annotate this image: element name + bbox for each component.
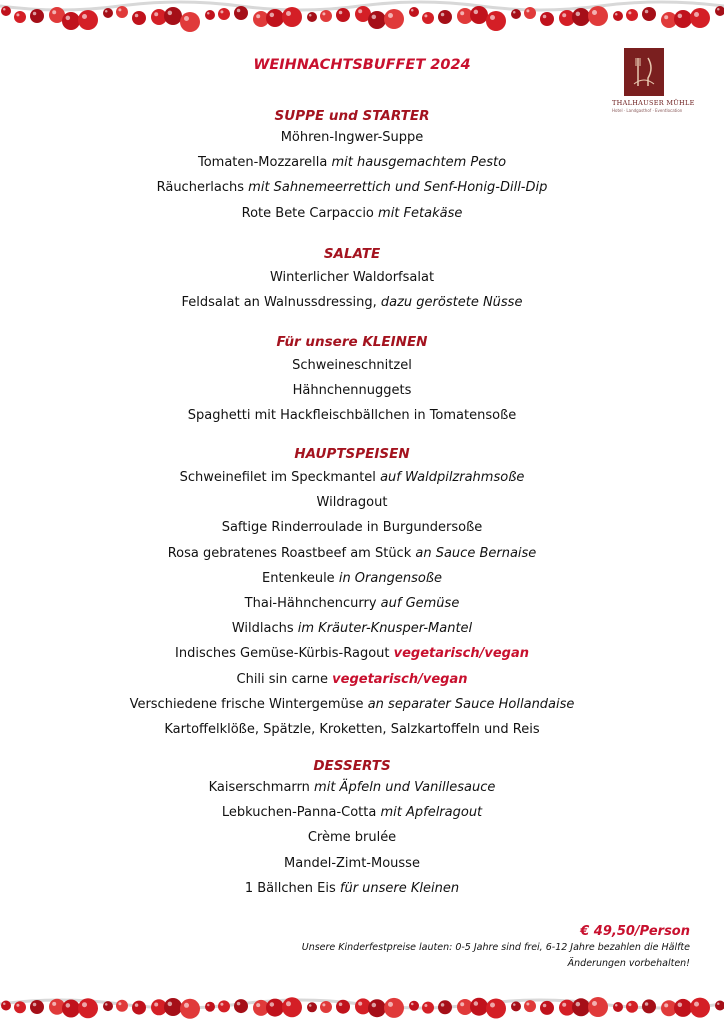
menu-item bbox=[100, 130, 604, 145]
bauble-ornament bbox=[572, 8, 590, 26]
dish-name: Möhren-Ingwer-Suppe bbox=[280, 130, 424, 145]
bauble-ornament bbox=[486, 999, 506, 1019]
dish-name: Feldsalat an Walnussdressing, bbox=[181, 295, 377, 311]
bauble-highlight bbox=[411, 1003, 414, 1006]
menu-item bbox=[100, 546, 604, 561]
bauble-highlight bbox=[526, 9, 529, 12]
bauble-highlight bbox=[543, 1004, 547, 1008]
menu-item bbox=[100, 383, 604, 398]
menu-item bbox=[100, 780, 604, 795]
menu-item bbox=[100, 495, 604, 510]
menu-item bbox=[100, 295, 604, 310]
bauble-highlight bbox=[309, 14, 312, 17]
menu-item bbox=[100, 596, 604, 611]
bauble-highlight bbox=[154, 12, 158, 16]
bauble-highlight bbox=[694, 12, 699, 17]
vegetarian-badge: vegetarisch/vegan bbox=[332, 671, 468, 687]
bauble-ornament bbox=[266, 999, 284, 1017]
dish-accompaniment: auf Gemüse bbox=[380, 596, 460, 611]
dish-name: Verschiedene frische Wintergemüse bbox=[129, 696, 364, 712]
dish-name: Schweinefilet im Speckmantel bbox=[179, 470, 376, 485]
christmas-garland-top bbox=[0, 0, 724, 44]
logo-name: THALHAUSER MÜHLE bbox=[612, 99, 695, 107]
bauble-ornament bbox=[613, 1002, 623, 1012]
bauble-highlight bbox=[664, 15, 668, 19]
bauble-ornament bbox=[588, 997, 608, 1017]
bauble-highlight bbox=[82, 1002, 87, 1007]
menu-item bbox=[100, 358, 604, 373]
bauble-highlight bbox=[664, 1003, 668, 1007]
bauble-ornament bbox=[14, 1001, 26, 1013]
dish-name: Mandel-Zimt-Mousse bbox=[284, 855, 420, 871]
bauble-highlight bbox=[33, 12, 37, 16]
bauble-ornament bbox=[78, 998, 98, 1018]
bauble-ornament bbox=[336, 8, 350, 22]
bauble-highlight bbox=[592, 1001, 597, 1006]
bauble-highlight bbox=[628, 1003, 631, 1006]
bauble-ornament bbox=[132, 11, 146, 25]
bauble-ornament bbox=[180, 12, 200, 32]
bauble-ornament bbox=[384, 998, 404, 1018]
bauble-ornament bbox=[205, 1002, 215, 1012]
bauble-highlight bbox=[592, 10, 597, 15]
bauble-highlight bbox=[460, 11, 464, 15]
section-heading: DESSERTS bbox=[313, 758, 391, 774]
bauble-highlight bbox=[256, 1003, 260, 1007]
dish-accompaniment: im Kräuter-Knusper-Mantel bbox=[297, 621, 473, 637]
bauble-highlight bbox=[717, 8, 720, 11]
bauble-highlight bbox=[562, 13, 566, 17]
bauble-ornament bbox=[307, 12, 317, 22]
bauble-ornament bbox=[320, 1001, 332, 1013]
bauble-ornament bbox=[540, 12, 554, 26]
bauble-highlight bbox=[3, 8, 6, 11]
menu-item bbox=[100, 805, 604, 820]
bauble-highlight bbox=[135, 1003, 139, 1007]
bauble-highlight bbox=[154, 1003, 158, 1007]
bauble-ornament bbox=[511, 9, 521, 19]
bauble-ornament bbox=[266, 9, 284, 27]
page-title: WEIHNACHTSBUFFET 2024 bbox=[253, 57, 471, 73]
bauble-highlight bbox=[460, 1002, 464, 1006]
bauble-highlight bbox=[184, 16, 189, 21]
bauble-ornament bbox=[234, 6, 248, 20]
bauble-highlight bbox=[52, 10, 56, 14]
bauble-highlight bbox=[16, 1004, 19, 1007]
bauble-ornament bbox=[613, 11, 623, 21]
bauble-ornament bbox=[486, 11, 506, 31]
dish-name: Tomaten-Mozzarella bbox=[197, 155, 328, 171]
bauble-highlight bbox=[220, 1003, 223, 1006]
bauble-highlight bbox=[237, 9, 241, 13]
menu-item bbox=[100, 206, 604, 221]
bauble-highlight bbox=[339, 1003, 343, 1007]
dish-name: Saftige Rinderroulade in Burgundersoße bbox=[221, 520, 483, 536]
bauble-ornament bbox=[409, 1001, 419, 1011]
bauble-highlight bbox=[526, 1003, 529, 1006]
menu-item bbox=[100, 697, 604, 712]
bauble-ornament bbox=[524, 7, 536, 19]
menu-item bbox=[100, 571, 604, 586]
bauble-ornament bbox=[642, 999, 656, 1013]
dish-name: Thai-Hähnchencurry bbox=[244, 596, 377, 611]
bauble-highlight bbox=[270, 1002, 275, 1007]
bauble-highlight bbox=[645, 1002, 649, 1006]
bauble-ornament bbox=[1, 6, 11, 16]
bauble-highlight bbox=[388, 1002, 393, 1007]
bauble-highlight bbox=[694, 1002, 699, 1007]
bauble-ornament bbox=[674, 10, 692, 28]
bauble-highlight bbox=[66, 1003, 71, 1008]
bauble-highlight bbox=[615, 1004, 618, 1007]
bauble-ornament bbox=[78, 10, 98, 30]
bauble-highlight bbox=[256, 14, 260, 18]
bauble-highlight bbox=[168, 11, 173, 16]
bauble-highlight bbox=[615, 13, 618, 16]
menu-item bbox=[100, 180, 604, 195]
bauble-ornament bbox=[626, 1001, 638, 1013]
bauble-ornament bbox=[422, 12, 434, 24]
bauble-ornament bbox=[234, 999, 248, 1013]
bauble-ornament bbox=[588, 6, 608, 26]
bauble-highlight bbox=[543, 15, 547, 19]
bauble-ornament bbox=[180, 999, 200, 1019]
bauble-highlight bbox=[628, 11, 631, 14]
bauble-highlight bbox=[286, 11, 291, 16]
bauble-highlight bbox=[576, 12, 581, 17]
bauble-highlight bbox=[424, 1004, 427, 1007]
bauble-highlight bbox=[490, 15, 495, 20]
thalhauser-muehle-logo bbox=[612, 48, 695, 113]
logo-subtitle: Hotel · Landgasthof · Eventlocation bbox=[612, 108, 683, 113]
bauble-ornament bbox=[626, 9, 638, 21]
menu-item bbox=[100, 672, 604, 687]
dish-name: Indisches Gemüse-Kürbis-Ragout bbox=[175, 646, 390, 662]
bauble-ornament bbox=[715, 1001, 724, 1011]
bauble-ornament bbox=[674, 999, 692, 1017]
bauble-ornament bbox=[690, 998, 710, 1018]
dish-accompaniment: dazu geröstete Nüsse bbox=[380, 295, 523, 311]
bauble-ornament bbox=[524, 1000, 536, 1012]
bauble-highlight bbox=[678, 14, 683, 19]
bauble-highlight bbox=[16, 13, 19, 16]
bauble-ornament bbox=[438, 1000, 452, 1014]
bauble-ornament bbox=[62, 12, 80, 30]
bauble-ornament bbox=[409, 7, 419, 17]
bauble-ornament bbox=[1, 1001, 11, 1011]
bauble-highlight bbox=[441, 1003, 445, 1007]
dish-name: Winterlicher Waldorfsalat bbox=[269, 270, 435, 285]
bauble-highlight bbox=[441, 13, 445, 16]
bauble-highlight bbox=[576, 1002, 581, 1007]
logo-emblem bbox=[624, 48, 664, 96]
bauble-ornament bbox=[320, 10, 332, 22]
menu-item bbox=[100, 881, 604, 896]
bauble-highlight bbox=[717, 1003, 720, 1006]
bauble-ornament bbox=[164, 998, 182, 1016]
bauble-highlight bbox=[388, 13, 393, 18]
bauble-highlight bbox=[358, 9, 362, 13]
bauble-highlight bbox=[372, 1003, 377, 1008]
bauble-ornament bbox=[438, 10, 452, 24]
menu-item bbox=[100, 856, 604, 871]
bauble-highlight bbox=[678, 1003, 683, 1008]
bauble-ornament bbox=[690, 8, 710, 28]
section-heading: SALATE bbox=[323, 246, 381, 262]
bauble-highlight bbox=[207, 1004, 210, 1007]
bauble-ornament bbox=[132, 1001, 146, 1015]
bauble-ornament bbox=[470, 998, 488, 1016]
menu-item bbox=[100, 470, 604, 485]
bauble-ornament bbox=[116, 1000, 128, 1012]
disclaimer: Änderungen vorbehalten! bbox=[567, 958, 690, 969]
dish-name: Rote Bete Carpaccio bbox=[241, 205, 374, 221]
bauble-highlight bbox=[309, 1004, 312, 1007]
bauble-ornament bbox=[164, 7, 182, 25]
dish-accompaniment: an Sauce Bernaise bbox=[415, 545, 537, 561]
menu-item bbox=[100, 155, 604, 170]
dish-name: Rosa gebratenes Roastbeef am Stück bbox=[167, 545, 412, 561]
vegetarian-badge: vegetarisch/vegan bbox=[393, 646, 529, 662]
bauble-highlight bbox=[490, 1003, 495, 1008]
bauble-highlight bbox=[513, 1003, 516, 1006]
bauble-highlight bbox=[52, 1002, 56, 1006]
dish-name: Räucherlachs bbox=[156, 180, 245, 196]
bauble-ornament bbox=[368, 11, 386, 29]
menu-item bbox=[100, 722, 604, 737]
dish-name: 1 Bällchen Eis bbox=[244, 880, 336, 896]
bauble-highlight bbox=[135, 14, 139, 17]
menu-item bbox=[100, 830, 604, 845]
bauble-ornament bbox=[30, 9, 44, 23]
section-heading: SUPPE und STARTER bbox=[274, 108, 430, 124]
dish-accompaniment: mit Äpfeln und Vanillesauce bbox=[314, 780, 496, 795]
bauble-ornament bbox=[642, 7, 656, 21]
bauble-ornament bbox=[368, 999, 386, 1017]
bauble-highlight bbox=[339, 11, 343, 15]
bauble-highlight bbox=[474, 1001, 479, 1006]
dish-name: Kaiserschmarrn bbox=[208, 780, 310, 795]
bauble-highlight bbox=[411, 9, 414, 12]
bauble-ornament bbox=[218, 8, 230, 20]
price: € 49,50/Person bbox=[580, 924, 690, 939]
bauble-ornament bbox=[336, 1000, 350, 1014]
menu-item bbox=[100, 646, 604, 661]
bauble-highlight bbox=[105, 10, 108, 13]
menu-item bbox=[100, 621, 604, 636]
menu-item bbox=[100, 408, 604, 423]
bauble-highlight bbox=[322, 12, 325, 15]
dish-accompaniment: für unsere Kleinen bbox=[339, 880, 460, 896]
bauble-ornament bbox=[511, 1001, 521, 1011]
bauble-highlight bbox=[474, 10, 479, 15]
dish-name: Kartoffelklöße, Spätzle, Kroketten, Salzkartoffeln und Reis bbox=[164, 722, 540, 737]
dish-name: Chili sin carne bbox=[236, 671, 329, 687]
dish-accompaniment: in Orangensoße bbox=[338, 570, 442, 586]
dish-accompaniment: an separater Sauce Hollandaise bbox=[367, 696, 575, 712]
bauble-ornament bbox=[282, 7, 302, 27]
bauble-highlight bbox=[220, 10, 223, 13]
bauble-highlight bbox=[372, 15, 377, 20]
bauble-highlight bbox=[286, 1001, 291, 1006]
bauble-ornament bbox=[30, 1000, 44, 1014]
bauble-highlight bbox=[118, 8, 121, 11]
dish-name: Wildragout bbox=[316, 495, 388, 511]
dish-accompaniment: mit Sahnemeerrettich und Senf-Honig-Dill-Dip bbox=[248, 180, 548, 196]
dish-name: Hähnchennuggets bbox=[292, 383, 412, 399]
dish-name: Entenkeule bbox=[261, 570, 335, 586]
bauble-ornament bbox=[218, 1000, 230, 1012]
bauble-ornament bbox=[62, 1000, 80, 1018]
bauble-ornament bbox=[103, 1001, 113, 1011]
dish-name: Wildlachs bbox=[231, 621, 294, 637]
menu-item bbox=[100, 270, 604, 285]
bauble-ornament bbox=[116, 6, 128, 18]
bauble-highlight bbox=[270, 13, 275, 18]
bauble-highlight bbox=[645, 10, 649, 14]
section-heading: HAUPTSPEISEN bbox=[294, 446, 410, 462]
dish-name: Spaghetti mit Hackfleischbällchen in Tomatensoße bbox=[187, 408, 517, 424]
bauble-highlight bbox=[513, 11, 516, 14]
bauble-ornament bbox=[103, 8, 113, 18]
bauble-highlight bbox=[358, 1002, 362, 1006]
bauble-highlight bbox=[33, 1003, 37, 1007]
bauble-highlight bbox=[207, 12, 210, 15]
bauble-highlight bbox=[66, 16, 71, 21]
bauble-highlight bbox=[562, 1003, 566, 1007]
menu-item bbox=[100, 520, 604, 535]
bauble-ornament bbox=[205, 10, 215, 20]
kids-price-note: Unsere Kinderfestpreise lauten: 0-5 Jahre sind frei, 6-12 Jahre bezahlen die Hälfte bbox=[301, 942, 690, 953]
bauble-highlight bbox=[237, 1002, 241, 1006]
bauble-highlight bbox=[184, 1003, 189, 1008]
bauble-ornament bbox=[540, 1001, 554, 1015]
dish-accompaniment: auf Waldpilzrahmsoße bbox=[380, 470, 525, 485]
bauble-highlight bbox=[3, 1003, 6, 1006]
dish-accompaniment: mit Apfelragout bbox=[380, 805, 483, 821]
dish-name: Schweineschnitzel bbox=[292, 358, 412, 373]
bauble-ornament bbox=[282, 997, 302, 1017]
bauble-highlight bbox=[168, 1002, 173, 1007]
bauble-ornament bbox=[470, 6, 488, 24]
bauble-highlight bbox=[118, 1002, 121, 1005]
bauble-ornament bbox=[422, 1002, 434, 1014]
dish-name: Crème brulée bbox=[307, 830, 397, 846]
bauble-ornament bbox=[307, 1002, 317, 1012]
dish-accompaniment: mit hausgemachtem Pesto bbox=[331, 155, 507, 171]
bauble-ornament bbox=[14, 11, 26, 23]
dish-name: Lebkuchen-Panna-Cotta bbox=[221, 805, 377, 821]
christmas-garland-bottom bbox=[0, 982, 724, 1024]
section-heading: Für unsere KLEINEN bbox=[276, 334, 428, 350]
dish-accompaniment: mit Fetakäse bbox=[378, 205, 463, 221]
bauble-ornament bbox=[384, 9, 404, 29]
bauble-ornament bbox=[572, 998, 590, 1016]
bauble-highlight bbox=[105, 1003, 108, 1006]
bauble-highlight bbox=[82, 14, 87, 19]
bauble-highlight bbox=[322, 1003, 325, 1006]
bauble-ornament bbox=[715, 6, 724, 16]
bauble-highlight bbox=[424, 14, 427, 17]
